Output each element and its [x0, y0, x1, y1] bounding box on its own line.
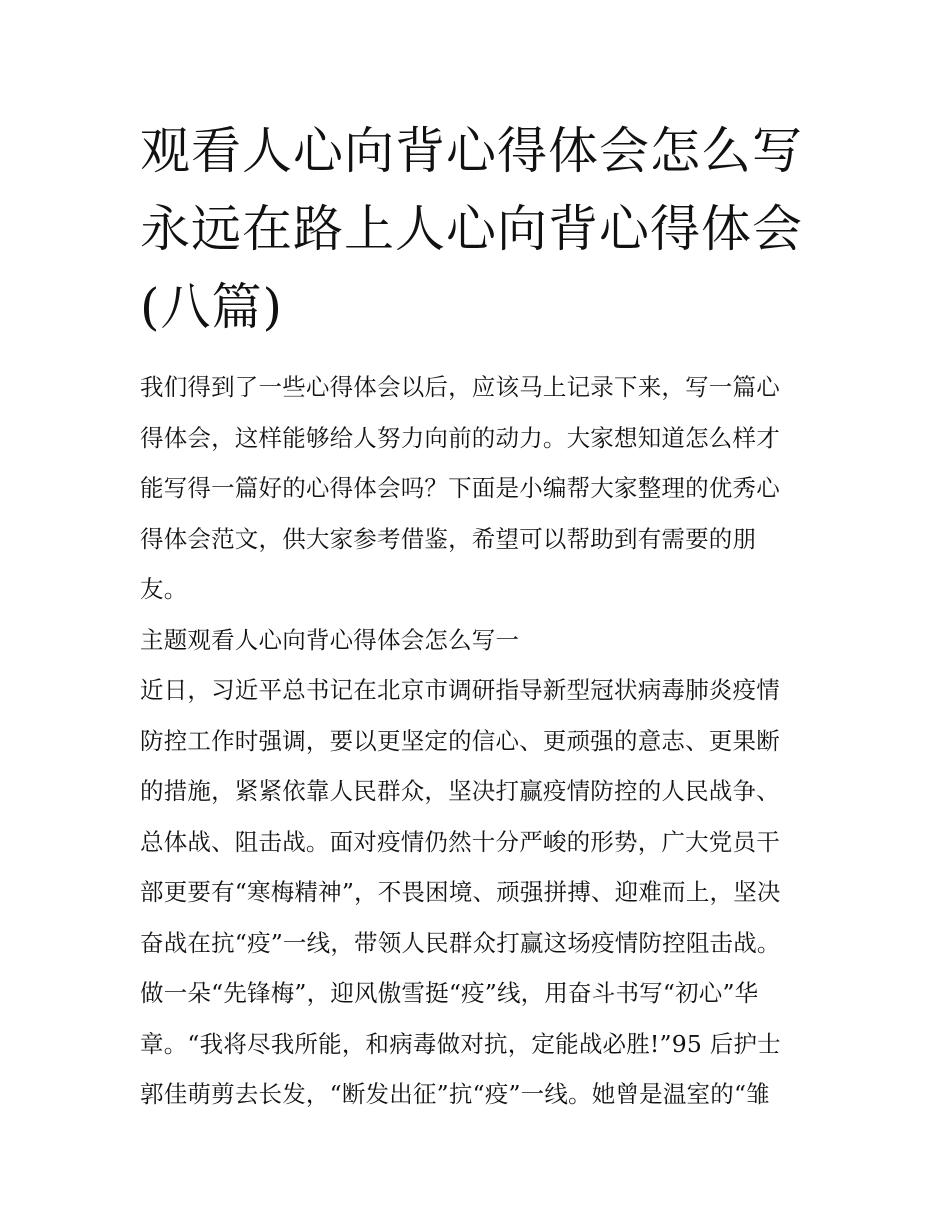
- intro-paragraph: [140, 362, 820, 615]
- body-line: 章。“我将尽我所能，和病毒做对抗，定能战必胜!”95 后护士: [140, 1029, 781, 1058]
- body-line: 奋战在抗“疫”一线，带领人民群众打赢这场疫情防控阻击战。: [140, 928, 781, 957]
- body-line: 防控工作时强调，要以更坚定的信心、更顽强的意志、更果断: [140, 726, 780, 755]
- body-line: 的措施，紧紧依靠人民群众，坚决打赢疫情防控的人民战争、: [140, 777, 780, 805]
- intro-line: 友。: [140, 575, 188, 603]
- document-page: [140, 112, 820, 1120]
- body-paragraph: [140, 665, 820, 1120]
- title-line: 永远在路上人心向背心得体会: [140, 200, 803, 258]
- intro-line: 能写得一篇好的心得体会吗？下面是小编帮大家整理的优秀心: [140, 474, 780, 502]
- intro-line: 得体会范文，供大家参考借鉴，希望可以帮助到有需要的朋: [140, 524, 757, 553]
- body-line: 近日，习近平总书记在北京市调研指导新型冠状病毒肺炎疫情: [140, 676, 780, 704]
- intro-line: 我们得到了一些心得体会以后，应该马上记录下来，写一篇心: [140, 373, 780, 401]
- body-line: 总体战、阻击战。面对疫情仍然十分严峻的形势，广大党员干: [140, 827, 780, 856]
- body-line: 郭佳萌剪去长发，“断发出征”抗“疫”一线。她曾是温室的“雏: [140, 1080, 770, 1108]
- section-heading: 主题观看人心向背心得体会怎么写一: [140, 625, 520, 654]
- intro-line: 得体会，这样能够给人努力向前的动力。大家想知道怎么样才: [140, 423, 780, 452]
- title-line: (八篇): [140, 278, 284, 336]
- body-line: 做一朵“先锋梅”，迎风傲雪挺“疫”线，用奋斗书写“初心”华: [140, 979, 759, 1007]
- title-line: 观看人心向背心得体会怎么写: [140, 122, 803, 180]
- body-line: 部更要有“寒梅精神”，不畏困境、顽强拼搏、迎难而上，坚决: [140, 878, 781, 906]
- document-title: [140, 112, 820, 346]
